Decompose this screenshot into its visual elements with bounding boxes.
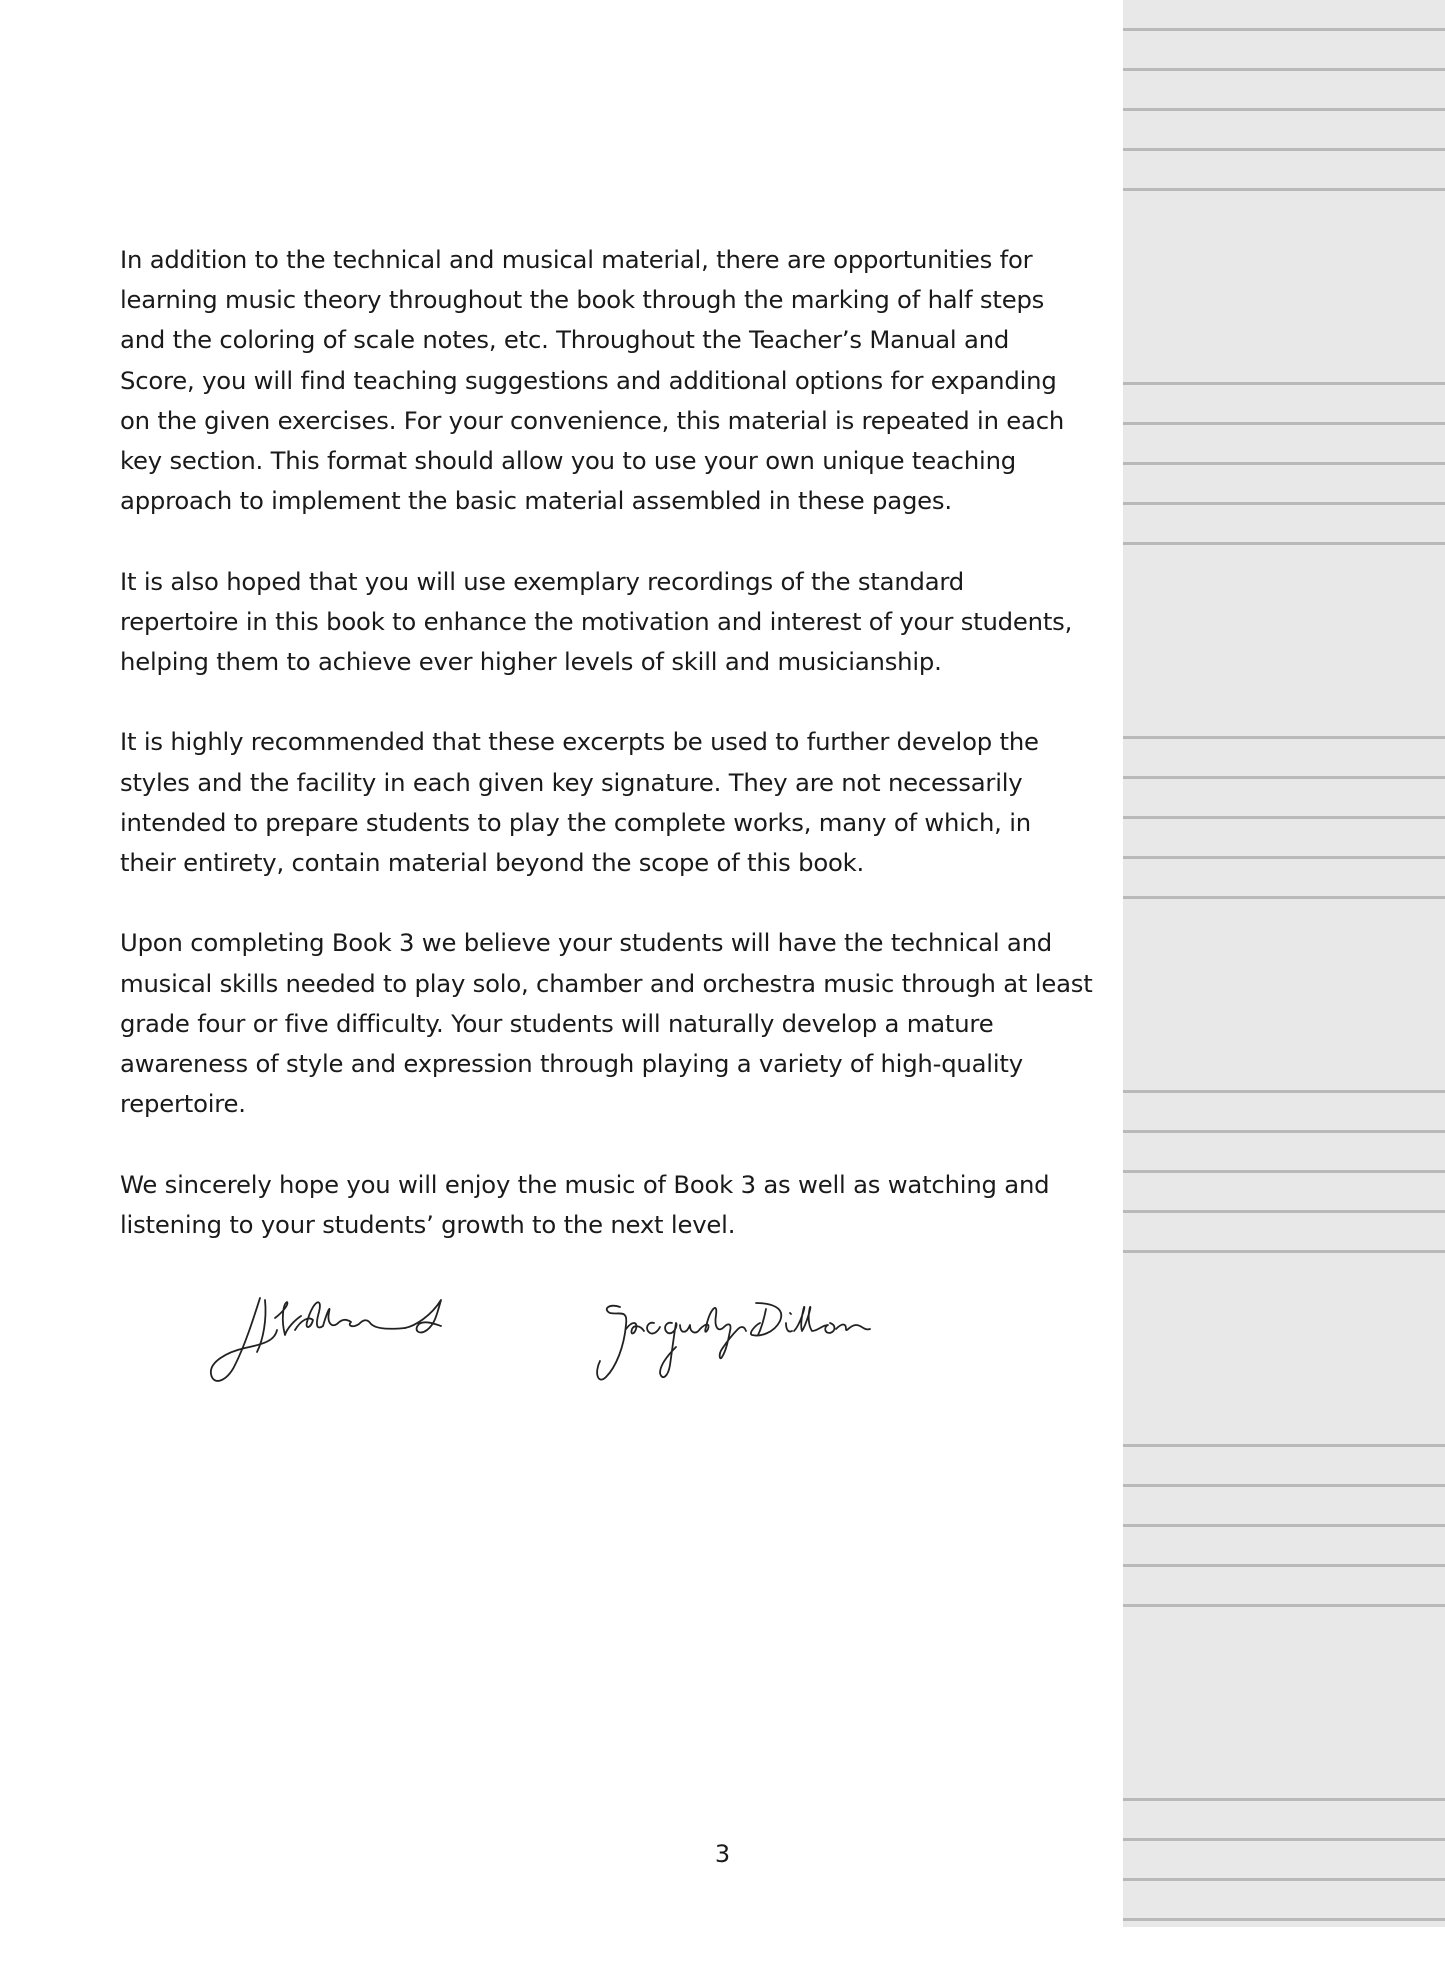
- signature-holland: [205, 1290, 475, 1390]
- paragraph-3: It is highly recommended that these excerpts be used to further develop the styles and the facility in each given key signature. They are not necessarily intended to prepare students to play the complete works, many of which, in their entirety, contain material beyond the scope of this book.: [120, 727, 1039, 878]
- staff-line: [1123, 1250, 1445, 1253]
- staff-line: [1123, 776, 1445, 779]
- body-text: [120, 240, 1115, 1285]
- staff-line: [1123, 1878, 1445, 1881]
- paragraph-4: Upon completing Book 3 we believe your students will have the technical and musical skills needed to play solo, chamber and orchestra music through at least grade four or five difficulty. Your students will naturally develop a mature awareness of style and expression through playing a variety of high-quality repertoire.: [120, 928, 1093, 1119]
- staff-group: [1123, 1090, 1445, 1254]
- staff-line: [1123, 1918, 1445, 1921]
- staff-line: [1123, 148, 1445, 151]
- staff-line: [1123, 108, 1445, 111]
- staff-group: [1123, 382, 1445, 546]
- staff-line: [1123, 736, 1445, 739]
- staff-line: [1123, 1524, 1445, 1527]
- staff-line: [1123, 502, 1445, 505]
- staff-line: [1123, 68, 1445, 71]
- staff-line: [1123, 1130, 1445, 1133]
- staff-line: [1123, 28, 1445, 31]
- staff-line: [1123, 462, 1445, 465]
- staff-line: [1123, 542, 1445, 545]
- staff-group: [1123, 736, 1445, 900]
- staff-line: [1123, 1564, 1445, 1567]
- staff-line: [1123, 1170, 1445, 1173]
- staff-line: [1123, 1838, 1445, 1841]
- staff-line: [1123, 816, 1445, 819]
- paragraph-1: In addition to the technical and musical material, there are opportunities for learning music theory throughout the book through the marking of half steps and the coloring of scale notes, etc. Throughout the Teacher’s Manual and Score, you will find teaching suggestions and additional options for expanding on the given exercises. For your convenience, this material is repeated in each key section. This format should allow you to use your own unique teaching approach to implement the basic material assembled in these pages.: [120, 245, 1065, 516]
- staff-group: [1123, 28, 1445, 192]
- staff-line: [1123, 1798, 1445, 1801]
- staff-line: [1123, 856, 1445, 859]
- staff-line: [1123, 896, 1445, 899]
- signature-dillon: [580, 1295, 900, 1395]
- staff-group: [1123, 1798, 1445, 1962]
- staff-line: [1123, 1210, 1445, 1213]
- staff-line: [1123, 382, 1445, 385]
- staff-line: [1123, 1090, 1445, 1093]
- page-number: 3: [714, 1840, 731, 1868]
- paragraph-5: We sincerely hope you will enjoy the music of Book 3 as well as watching and listening to your students’ growth to the next level.: [120, 1169, 1050, 1239]
- staff-line: [1123, 422, 1445, 425]
- staff-line: [1123, 188, 1445, 191]
- staff-line: [1123, 1484, 1445, 1487]
- staff-line: [1123, 1444, 1445, 1447]
- staff-line: [1123, 1604, 1445, 1607]
- paragraph-2: It is also hoped that you will use exemplary recordings of the standard repertoire in this book to enhance the motivation and interest of your students, helping them to achieve ever higher levels of skill and musicianship.: [120, 566, 1073, 677]
- staff-group: [1123, 1444, 1445, 1608]
- staff-margin-strip: [1123, 0, 1445, 1927]
